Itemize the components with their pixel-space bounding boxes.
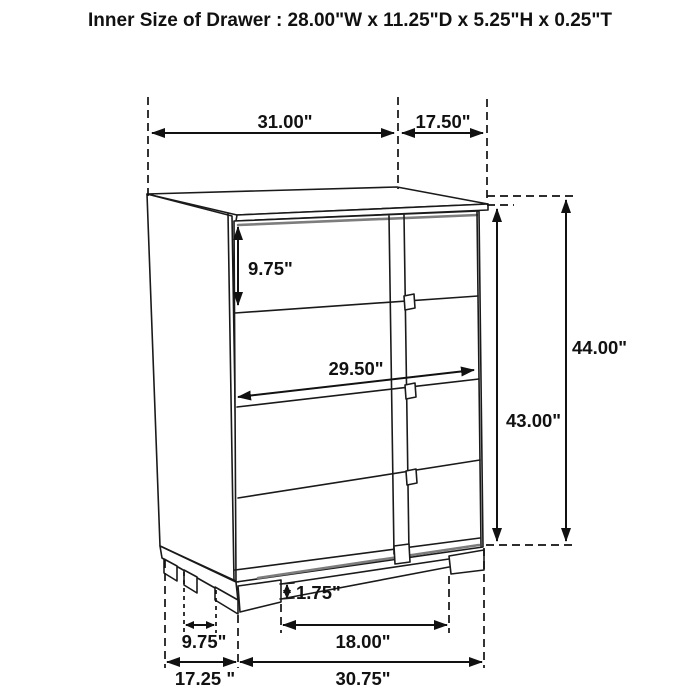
- dim-label-top-width: 31.00": [257, 111, 313, 132]
- dim-label-side-leg-spacing: 9.75": [181, 631, 227, 652]
- dim-label-floor-width: 30.75": [335, 668, 391, 689]
- dim-label-overall-height: 44.00": [572, 337, 628, 358]
- chest-left-side-panel: [147, 194, 238, 582]
- dim-tick-base-bottom: [280, 598, 294, 599]
- foot-front-left-front-face: [238, 580, 281, 612]
- handle-notch-2: [405, 383, 416, 399]
- dim-label-drawer-width: 29.50": [328, 358, 384, 379]
- dim-tick-base-top: [280, 583, 294, 584]
- dim-label-top-depth: 17.50": [415, 111, 471, 132]
- foot-front-right: [449, 550, 484, 574]
- dim-label-base-height: 1.75": [296, 582, 341, 603]
- page-title: Inner Size of Drawer : 28.00"W x 11.25"D x 5.25"H x 0.25"T: [88, 10, 612, 31]
- handle-notch-3: [406, 469, 417, 485]
- dim-label-top-drawer-height: 9.75": [248, 258, 293, 279]
- handle-notch-1: [404, 294, 415, 310]
- dim-label-floor-depth: 17.25 ": [174, 668, 236, 689]
- handle-notch-4: [394, 544, 410, 564]
- chest-drawing: [147, 187, 488, 614]
- dim-label-front-leg-spacing: 18.00": [335, 631, 391, 652]
- dim-label-case-height: 43.00": [506, 410, 562, 431]
